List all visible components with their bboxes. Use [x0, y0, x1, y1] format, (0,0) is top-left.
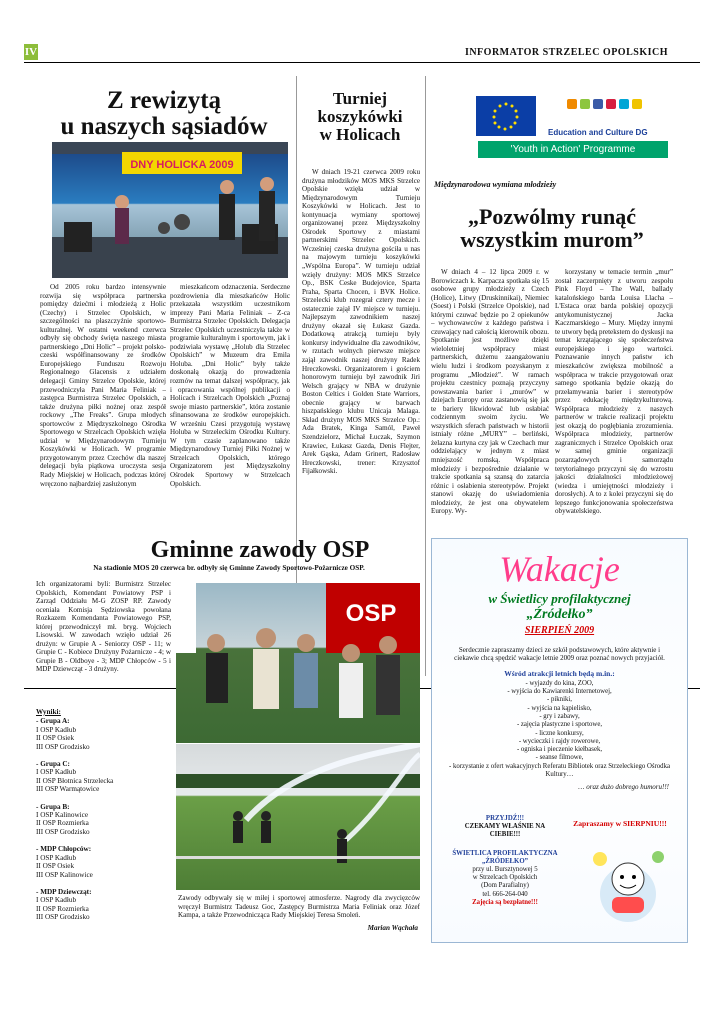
cartoon-illustration: [582, 839, 674, 927]
youth-in-action-logo: [547, 97, 667, 127]
results-group-title: - MDP Dziewcząt:: [36, 887, 92, 896]
results-group-title: - MDP Chłopców:: [36, 845, 92, 854]
results-group: [36, 888, 171, 922]
results-group-title: - Grupa B:: [36, 802, 70, 811]
results-item: I OSP Kadłub: [36, 725, 77, 734]
poster-item: - pikniki,: [547, 696, 572, 704]
results-list: [36, 717, 171, 921]
article-title: Turniej koszykówki w Holicach: [317, 89, 403, 144]
results-item: I OSP Kalinowice: [36, 811, 89, 820]
poster-item: - wyjścia do Kawiarenki Internetowej,: [507, 688, 612, 696]
poster-intro: Serdecznie zapraszamy dzieci ze szkół podstawowych, które aktywnie i ciekawie chcą spędzić wakacje letnie 2009 oraz poznać nowych przyjaciół.: [454, 646, 665, 663]
article-body-left: Od 2005 roku bardzo intensywnie rozwija się współpraca partnerska pomiędzy dziećmi i młodzieżą z Holic (Czechy) i Strzelec Opolskich, w szczególności na płaszczyźnie sportowo-kulturalnej. W ostatni weekend czerwca odbyły się obchody święta naszego miasta partnerskiego „Dni Holic” – projekt polsko-czeski współfinansowany ze środków Europejskiego Funduszu Rozwoju Regionalnego Glacensis z udziałem delegacji Gminy Strzelce Opolskie, której przewodniczyła Pani Maria Feliniak – zastępca Burmistrza Strzelec Opolskich, a także drużyna piłki nożnej oraz zespół rockowy „The Freaks”. Grupa młodych sportowców z Międzyszkolnego Ośrodka Sportowego w Strzelcach Opolskich wzięła udział w Międzynarodowym Turnieju Koszykówki w Holicach. W programie przygotowanym przez Czechów dla naszej delegacji była piątkowa uroczysta sesja Rady Miejskiej w Holicach, podczas której wręczono najbardziej zasłużonym: [40, 283, 166, 488]
poster-item: - wyjścia na kąpielisko,: [527, 704, 592, 712]
results-item: III OSP Kalinowice: [36, 870, 93, 879]
results-item: I OSP Kadłub: [36, 896, 77, 905]
article-body: W dniach 19-21 czerwca 2009 roku drużyna młodzików MOS MKS Strzelce Opolskie wzięła udział w Międzynarodowym Turnieju Koszykówki w Holicach. Jest to kontynuacja wymiany sportowej organizowanej przez Międzyszkolny Ośrodek Sportowy z miastami partnerskimi Strzelec Opolskich. Wcześniej czeska drużyna gościła u nas na majowym turnieju koszykówki „Wspólna Europa”. W turnieju udział wzięły drużyny: MOS MKS Strzelce Op., BSK Ceske Budejovice, Sparta Praha, Sparta Chocen, i BVK Holice. Strzelecki klub rozegrał cztery mecze i ostatecznie zajął IV miejsce w turnieju. Najlepszym zawodnikiem naszej drużyny okazał się Łukasz Gazda. Dodatkową atrakcją turnieju były konkursy indywidualne dla zawodników, w rzutach wolnych pierwsze miejsce zajął zawodnik naszej drużyny Radek Hreczkowski. Organizatorem i gościem honorowym turnieju był zawodnik Jiri Welsch grający w NBA w drużynie Boston Celtics i Golden State Warriors, obecnie grający w barwach hiszpańskiego klubu Unicaja Malaga. Skład drużyny MOS MKS Strzelce Op.: Ada Bratek, Kinga Samól, Paweł Szendzielorz, Michał Łuczak, Szymon Krawiec, Łukasz Gazda, Denis Flejter, Arek Gąska, Adam Grinert, Radosław Hreczkowski, trener: Krzysztof Fijałkowski.: [302, 168, 420, 476]
results-item: III OSP Grodzisko: [36, 827, 90, 836]
poster-item: - korzystanie z ofert wakacyjnych Referatu Bibliotek oraz Strzeleckiego Ośrodka Kultury…: [449, 762, 670, 779]
svg-text:OSP: OSP: [345, 600, 397, 627]
osp-photo-crowd: [176, 583, 420, 743]
results-group: [36, 717, 171, 751]
poster-name: „Źródełko”: [526, 607, 593, 622]
article-title: „Pozwólmy runąć wszystkim murom”: [460, 204, 644, 253]
column-divider: [425, 76, 426, 676]
results-group-title: - Grupa C:: [36, 760, 70, 769]
osp-results: [36, 708, 171, 922]
poster-more: … oraz dużo dobrego humoru!!!: [578, 783, 669, 792]
poster-item: - zajęcia plastyczne i sportowe,: [516, 721, 603, 729]
article-body-right: korzystany w temacie termin „mur” został zaczerpnięty z utworu zespołu Pink Floyd – The Wall, ballady katalońskiego barda Louisa Llacha – L'Estaca oraz barda polskiej opozycji antykomunistycznej Jacka Kaczmarskiego – Mury. Między innymi te utwory będą pretekstem do dyskusji na temat krzątającego się społeczeństwa europejskiego i jego wartości. Poznawanie innych państw ich mieszkańców zwiększa mobilność a współpraca w trakcie przygotowań oraz samego spotkania będzie okazją do przełamywania barier i stereotypów przez edukację międzykulturową. Współpraca młodzieży z naszych partnerów w trakcie realizacji projektu jest okazją do pogłębiania zrozumienia. Współpraca młodzieży, partnerów zagranicznych i Strzelce Opolskich oraz w samej gminie organizacji pozarządowych i samorządu terytorialnego przyczyni się do wzrostu jakości działalności młodzieżowej (wiedza i umiejętności młodzieży i dorosłych). A to z kolei przyczyni się do lepszego funkcjonowania społeczeństwa obywatelskiego.: [555, 268, 673, 516]
poster-item: - seanse filmowe,: [535, 754, 584, 762]
poster-invite: Zapraszamy w SIERPNIU!!!: [573, 819, 667, 828]
article-body-left: W dniach 4 – 12 lipca 2009 r. w Borowiczach k. Karpacza spotkała się 15 osobowe grupy młodzieży z Czech (Holice), Litwy (Druskinnikai), Niemiec (Soest) i Polski (Strzelce Opolskie), nad którymi czuwać będzie po 2 opiekunów – wychowawców z każdego państwa i czuwający nad całością kierownik obozu. Spotkanie jest możliwe dzięki wieloletniej współpracy miast partnerskich, dużemu zaangażowaniu wielu ludzi i środkom pozyskanym z programu „Młodzież”. W ramach projektu czestnicy poznają przyczyny powstawania barier i „murów” w dziejach Europy oraz zastanowią się jak te bariery likwidować lub osłabiać codziennym swoim życiu. We wszystkich sferach państwach w historii istniały różne „MURY” – berliński, żelazna kurtyna czy jak w Czechach mur oddzielający w jednym z miast mniejszość romską. Współpraca młodzieży i bezpośrednie działanie w trakcie spotkania są szansą do zatarcia różnic i osłabienia stereotypów. Projekt stanowi okazję do uświadomienia młodzieży, że jest ona obywatelem Europy. Wy-: [431, 268, 549, 516]
osp-subtitle: Na stadionie MOS 20 czerwca br. odbyły się Gminne Zawody Sportowo-Pożarnicze OSP.: [93, 564, 365, 572]
results-item: II OSP Rozmierka: [36, 819, 89, 828]
summer-poster: [431, 538, 688, 943]
osp-title: Gminne zawody OSP: [150, 537, 370, 563]
poster-subtitle: w Świetlicy profilaktycznej: [488, 591, 631, 606]
youth-programme-label: 'Youth in Action' Programme: [478, 141, 668, 158]
results-item: II OSP Osiek: [36, 862, 75, 871]
results-item: III OSP Warmątowice: [36, 785, 100, 794]
poster-contact: PRZYJDŹ!!! CZEKAMY WŁAŚNIE NA CIEBIE!!! ŚWIETLICA PROFILAKTYCZNA „ŹRÓDEŁKO” przy ul. Bursztynowej 5 w Strzelcach Opolskich (Dom Parafialny) tel. 666-264-040 Zajęcia są bezpłatne!!!: [452, 815, 558, 906]
results-item: II OSP Błotnica Strzelecka: [36, 776, 114, 785]
results-item: II OSP Osiek: [36, 734, 75, 743]
results-group: [36, 760, 171, 794]
results-group: [36, 803, 171, 837]
results-item: I OSP Kadłub: [36, 768, 77, 777]
results-item: I OSP Kadłub: [36, 853, 77, 862]
eu-flag-logo: [476, 96, 536, 136]
results-item: II OSP Rozmierka: [36, 904, 89, 913]
results-item: III OSP Grodzisko: [36, 742, 90, 751]
author-signature: Marian Wąchała: [367, 924, 418, 932]
concert-photo: [52, 142, 288, 278]
banner-text: DNY HOLICKA 2009: [130, 159, 234, 171]
poster-item: - liczne konkursy,: [535, 729, 584, 737]
article-body-right: mieszkańcom odznaczenia. Serdeczne pozdrowienia dla mieszkańców Holic przekazała wszystkim uczestnikom imprezy Pani Maria Feliniak – Z-ca Burmistrza Strzelec Opolskich. Delegacja Strzelec Opolskich uczestniczyła także w programie kulturalnym i sportowym, jak i podziwiała wystawę „Holub dla Strzelec Opolskich” w Muzeum dra Emila Holuba. „Dni Holic” były także doskonałą okazją do prowadzenia rozmów na temat dalszej współpracy, jak i opracowania wspólnej publikacji o Holicach i Strzelcach Opolskich „Poznaj swoje miasto partnerskie”, która zostanie sfinansowana ze środków europejskich. W wrześniu Czesi przygotują wystawę Holuba w Strzeleckim Ośrodku Kultury. W tym czasie zaplanowano także Międzynarodowy Turniej Piłki Nożnej w Strzelcach Opolskich, którego Organizatorem jest Międzyszkolny Ośrodek Sportowy w Strzelcach Opolskich.: [170, 283, 290, 488]
poster-title: Wakacje: [499, 549, 620, 589]
osp-photo-hose: [176, 744, 420, 890]
article-kicker: Międzynarodowa wymiana młodzieży: [434, 180, 557, 189]
results-title: Wyniki:: [36, 708, 61, 716]
article-title: Z rewizytą u naszych sąsiadów: [60, 87, 268, 141]
poster-item: - wycieczki i rajdy rowerowe,: [518, 737, 601, 745]
page-number: IV: [24, 46, 38, 58]
osp-caption: Zawody odbywały się w miłej i sportowej atmosferze. Nagrody dla zwycięzców wręczył Burmistrz Tadeusz Goc, Zastępcy Burmistrza Maria Feliniak oraz Józef Kampa, a także Przewodnicząca Rady Miejskiej Teresa Smoleń.: [178, 894, 420, 920]
poster-item: - ogniska i pieczenie kiełbasek,: [516, 746, 603, 754]
osp-intro: Ich organizatorami byli: Burmistrz Strzelec Opolskich, Komendant Powiatowy PSP i Zarząd Oddziału M-G ZOSP RP. Zawody oceniała Komisja Sędziowska powołana Rozkazem Komendanta Powiatowego PSP, której przewodniczył mł. bryg. Wojciech Lisowski. W zawodach wzięło udział 26 drużyn: w Grupie A - Seniorzy OSP - 11; w Grupie C - Kobiece Drużyny Pożarnicze - 4; w Grupie B - Oldboye - 3; MDP Chłopców - 5 i MDP Dziewcząt - 3 drużyny.: [36, 580, 171, 674]
education-culture-label: Education and Culture DG: [548, 128, 648, 137]
poster-item: - gry i zabawy,: [539, 713, 580, 720]
poster-items: [444, 680, 675, 780]
poster-month: SIERPIEŃ 2009: [524, 625, 595, 636]
publication-title: INFORMATOR STRZELEC OPOLSKICH: [464, 47, 668, 58]
header-rule: [24, 62, 700, 63]
results-item: III OSP Grodzisko: [36, 913, 90, 922]
poster-item: - wyjazdy do kina, ZOO,: [525, 679, 594, 687]
results-group-title: - Grupa A:: [36, 717, 70, 726]
poster-list-title: Wśród atrakcji letnich będą m.in.:: [504, 668, 615, 678]
results-group: [36, 845, 171, 879]
